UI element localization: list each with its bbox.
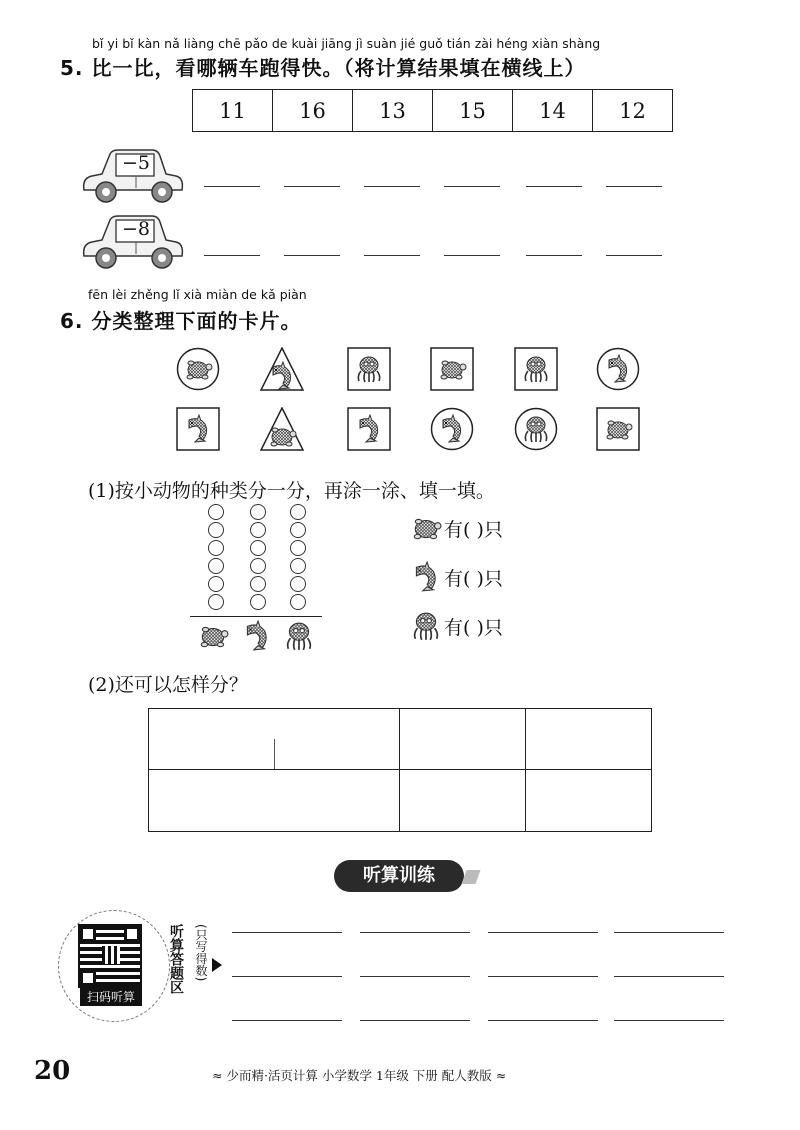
dolphin-icon <box>603 354 633 384</box>
turtle-icon <box>183 354 213 384</box>
arrow-right-icon <box>212 958 222 972</box>
count-text: 有( )只 <box>444 616 503 639</box>
turtle-icon <box>603 414 633 444</box>
dolphin-icon <box>437 414 467 444</box>
color-circle[interactable] <box>250 522 266 538</box>
dolphin-icon <box>183 414 213 444</box>
answer-blank[interactable] <box>204 255 260 256</box>
color-circle[interactable] <box>208 540 224 556</box>
answer-area-note: (只写得数) <box>194 924 208 982</box>
listening-answer-line[interactable] <box>614 932 724 933</box>
listening-answer-line[interactable] <box>232 1020 342 1021</box>
answer-blank[interactable] <box>526 255 582 256</box>
color-circle[interactable] <box>290 558 306 574</box>
dolphin-icon <box>240 620 274 652</box>
answer-blank[interactable] <box>444 255 500 256</box>
car1-label: −5 <box>121 152 150 174</box>
listening-answer-line[interactable] <box>614 976 724 977</box>
card-triangle-turtle <box>260 407 304 451</box>
color-circle[interactable] <box>250 558 266 574</box>
color-circle[interactable] <box>250 594 266 610</box>
answer-blank[interactable] <box>204 186 260 187</box>
dolphin-icon <box>354 414 384 444</box>
answer-blank[interactable] <box>284 255 340 256</box>
color-circle[interactable] <box>290 576 306 592</box>
card-square-dolphin <box>347 407 391 451</box>
answer-blank[interactable] <box>364 186 420 187</box>
q6-sub2: (2)还可以怎样分？ <box>88 674 248 696</box>
listening-answer-line[interactable] <box>360 932 470 933</box>
listening-answer-line[interactable] <box>232 976 342 977</box>
q6-sub1: (1)按小动物的种类分一分，再涂一涂、填一填。 <box>88 480 495 502</box>
turtle-icon <box>196 620 230 652</box>
number-cell: 13 <box>353 90 433 132</box>
number-cell: 12 <box>593 90 673 132</box>
banner-tail <box>461 870 480 884</box>
dolphin-icon <box>408 561 444 593</box>
answer-blank[interactable] <box>444 186 500 187</box>
octopus-icon <box>282 620 316 652</box>
number-cell: 14 <box>513 90 593 132</box>
answer-blank[interactable] <box>526 186 582 187</box>
card-square-turtle <box>596 407 640 451</box>
color-circle[interactable] <box>208 594 224 610</box>
q6-pinyin: fēn lèi zhěng lǐ xià miàn de kǎ piàn <box>88 287 307 302</box>
color-circle[interactable] <box>290 540 306 556</box>
count-text: 有( )只 <box>444 518 503 541</box>
color-circle[interactable] <box>208 504 224 520</box>
card-square-turtle <box>430 347 474 391</box>
card-circle-octopus <box>514 407 558 451</box>
octopus-icon <box>521 354 551 384</box>
color-circle[interactable] <box>208 522 224 538</box>
listening-banner: 听算训练 <box>334 860 464 892</box>
listening-answer-line[interactable] <box>488 932 598 933</box>
color-circle[interactable] <box>208 558 224 574</box>
page-number: 20 <box>34 1056 71 1086</box>
answer-blank[interactable] <box>284 186 340 187</box>
number-cell: 15 <box>433 90 513 132</box>
color-circle[interactable] <box>290 594 306 610</box>
q5-pinyin: bǐ yi bǐ kàn nǎ liàng chē pǎo de kuài jiāng jì suàn jié guǒ tián zài héng xiàn shàng <box>92 36 601 51</box>
dolphin-icon <box>267 361 297 391</box>
card-square-octopus <box>514 347 558 391</box>
count-text: 有( )只 <box>444 567 503 590</box>
turtle-icon <box>267 421 297 451</box>
card-circle-dolphin <box>430 407 474 451</box>
color-circle[interactable] <box>250 504 266 520</box>
answer-grid[interactable] <box>148 708 652 832</box>
card-square-dolphin <box>176 407 220 451</box>
q6-title: 6. 分类整理下面的卡片。 <box>60 309 302 333</box>
footer-series: ≈ 少而精·活页计算 小学数学 1年级 下册 配人教版 ≈ <box>212 1068 507 1083</box>
qr-code-icon[interactable] <box>80 926 140 986</box>
listening-answer-line[interactable] <box>488 1020 598 1021</box>
listening-answer-line[interactable] <box>232 932 342 933</box>
qr-label: 扫码听算 <box>80 988 142 1006</box>
answer-blank[interactable] <box>606 186 662 187</box>
car2-label: −8 <box>121 218 150 240</box>
answer-blank[interactable] <box>364 255 420 256</box>
turtle-icon <box>408 512 444 544</box>
car-minus-8 <box>80 214 186 272</box>
answer-area-label: 听算答题区 <box>168 924 184 994</box>
color-circle[interactable] <box>250 576 266 592</box>
number-cell: 11 <box>193 90 273 132</box>
count-dolphin <box>408 561 503 593</box>
color-circle[interactable] <box>250 540 266 556</box>
card-circle-turtle <box>176 347 220 391</box>
baseline <box>190 616 322 617</box>
listening-answer-line[interactable] <box>614 1020 724 1021</box>
q5-title: 5. 比一比，看哪辆车跑得快。（将计算结果填在横线上） <box>60 56 586 80</box>
count-turtle <box>408 512 503 544</box>
answer-blank[interactable] <box>606 255 662 256</box>
number-cell: 16 <box>273 90 353 132</box>
color-circle[interactable] <box>290 522 306 538</box>
octopus-icon <box>408 610 444 642</box>
turtle-icon <box>437 354 467 384</box>
card-triangle-dolphin <box>260 347 304 391</box>
card-square-octopus <box>347 347 391 391</box>
count-octopus <box>408 610 503 642</box>
octopus-icon <box>354 354 384 384</box>
listening-answer-line[interactable] <box>488 976 598 977</box>
color-circle[interactable] <box>208 576 224 592</box>
color-circle[interactable] <box>290 504 306 520</box>
number-table <box>192 89 673 132</box>
car-minus-5 <box>80 148 186 206</box>
octopus-icon <box>521 414 551 444</box>
listening-answer-line[interactable] <box>360 1020 470 1021</box>
listening-answer-line[interactable] <box>360 976 470 977</box>
card-circle-dolphin <box>596 347 640 391</box>
